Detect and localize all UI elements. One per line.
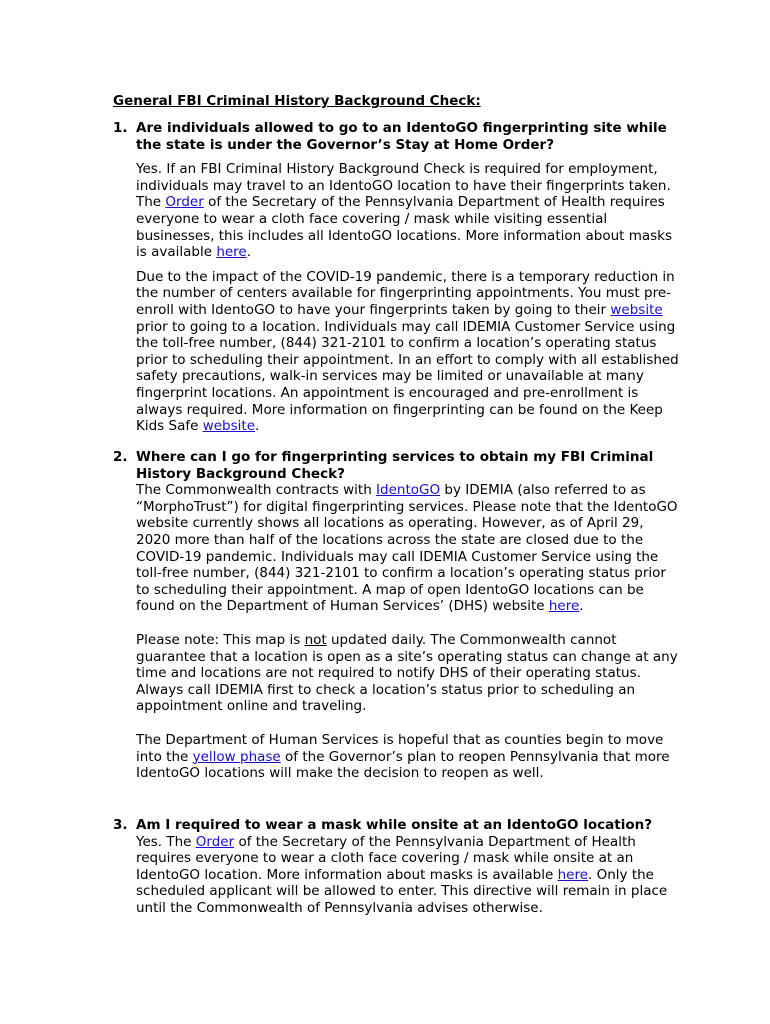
answer-paragraph	[136, 732, 681, 782]
answer-paragraph	[136, 161, 681, 261]
text-run: .	[579, 598, 584, 615]
text-run: of the Secretary of the Pennsylvania Department of Health requires everyone to wear a cloth face covering / mask while visiting essential businesses, this includes all IdentoGO locations. More information about masks is available	[136, 194, 673, 261]
text-run: Due to the impact of the COVID-19 pandemic, there is a temporary reduction in the number of centers available for fingerprinting appointments. You must pre-enroll with IdentoGO to have your fingerprints taken by going to their	[136, 268, 675, 318]
answer-paragraph	[136, 632, 681, 715]
text-run: The Department of Human Services is hopeful that as counties begin to move into the	[136, 731, 664, 765]
question-1	[113, 120, 693, 435]
document-title: General FBI Criminal History Background Check:	[113, 93, 481, 109]
question-number: 2.	[113, 449, 128, 465]
dhs-map-here-link[interactable]: here	[548, 598, 580, 615]
text-run: Yes. If an FBI Criminal History Background Check is required for employment, individuals may travel to an IdentoGO location to have their fingerprints taken. The	[136, 161, 671, 211]
order-link[interactable]: Order	[195, 833, 235, 850]
underlined-word: not	[304, 631, 327, 648]
text-run: prior to going to a location. Individuals may call IDEMIA Customer Service using the toll-free number, (844) 321-2101 to confirm a location’s operating status prior to scheduling their appointment. In an effort to comply with all established safety precautions, walk-in services may be limited or unavailable at many fingerprint locations. An appointment is encouraged and pre-enrollment is always required. More information on fingerprinting can be found on the Keep Kids Safe	[136, 318, 679, 435]
text-run: .	[246, 244, 252, 261]
text-run: Please note: This map is	[136, 631, 305, 648]
masks-here-link[interactable]: here	[216, 244, 247, 261]
text-run: of the Secretary of the Pennsylvania Department of Health requires everyone to wear a cloth face covering / mask while onsite at an IdentoGO location. More information about masks is available	[136, 833, 636, 883]
text-run: updated daily. The Commonwealth cannot guarantee that a location is open as a site’s operating status can change at any time and locations are not required to notify DHS of their operating status. Always call IDEMIA first to check a location’s status prior to scheduling an appointment online and traveling.	[136, 631, 678, 715]
text-run: of the Governor’s plan to reopen Pennsylvania that more IdentoGO locations will make the decision to reopen as well.	[136, 748, 670, 782]
text-run: The Commonwealth contracts with	[136, 482, 377, 499]
yellow-phase-link[interactable]: yellow phase	[192, 748, 281, 765]
keep-kids-safe-website-link[interactable]: website	[202, 418, 256, 435]
text-run: .	[255, 418, 260, 435]
question-2	[113, 449, 693, 782]
question-number: 1.	[113, 120, 128, 136]
text-run: by IDEMIA (also referred to as “MorphoTrust”) for digital fingerprinting services. Please note that the IdentoGO website currently shows all locations as operating. However, as of April 29, 2020 more than half of the locations across the state are closed due to the COVID-19 pandemic. Individuals may call IDEMIA Customer Service using the toll-free number, (844) 321-2101 to confirm a location’s operating status prior to scheduling their appointment. A map of open IdentoGO locations can be found on the Department of Human Services’ (DHS) website	[136, 482, 678, 615]
answer-paragraph	[136, 482, 681, 615]
answer-paragraph	[136, 834, 681, 917]
text-run: Yes. The	[136, 833, 196, 850]
question-text: Are individuals allowed to go to an IdentoGO fingerprinting site while the state is under the Governor’s Stay at Home Order?	[136, 120, 667, 153]
identogo-link[interactable]: IdentoGO	[376, 482, 441, 499]
question-text: Am I required to wear a mask while onsite at an IdentoGO location?	[136, 817, 653, 833]
question-text: Where can I go for fingerprinting services to obtain my FBI Criminal History Background Check?	[136, 449, 654, 482]
question-number: 3.	[113, 817, 128, 833]
identogo-website-link[interactable]: website	[610, 301, 663, 318]
question-3	[113, 817, 693, 917]
text-run: . Only the scheduled applicant will be allowed to enter. This directive will remain in place until the Commonwealth of Pennsylvania advises otherwise.	[136, 866, 668, 916]
answer-paragraph	[136, 269, 681, 435]
masks-here-link[interactable]: here	[557, 866, 589, 883]
order-link[interactable]: Order	[165, 194, 204, 211]
